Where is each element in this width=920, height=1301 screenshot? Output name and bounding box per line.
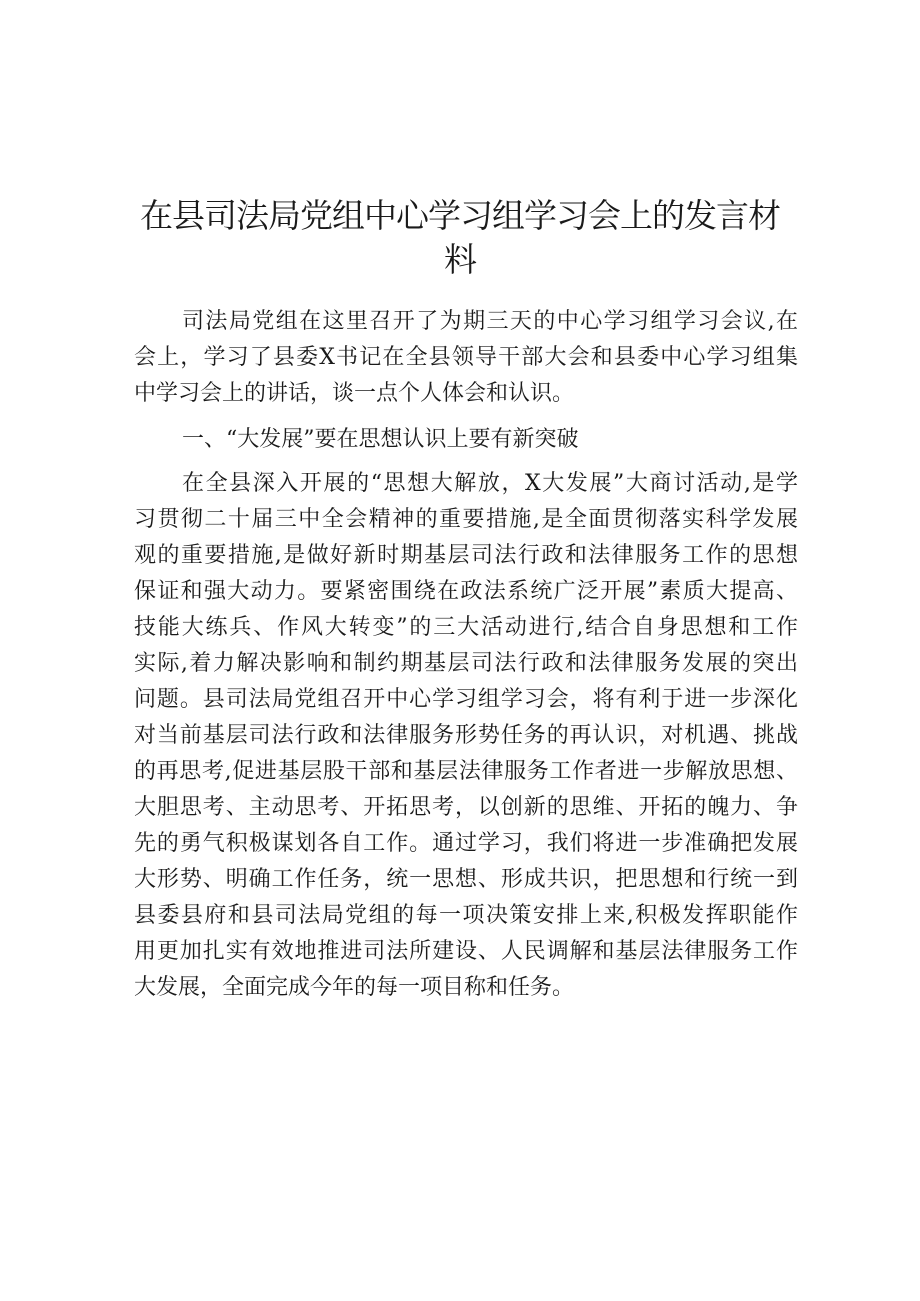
paragraph-line: 用更加扎实有效地推进司法所建设、人民调解和基层法律服务工作 — [134, 939, 798, 964]
paragraph-line: 对当前基层司法行政和法律服务形势任务的再认识，对机遇、挑战 — [134, 723, 798, 748]
body-paragraph — [134, 466, 798, 1006]
paragraph-line: 问题。县司法局党组召开中心学习组学习会，将有利于进一步深化 — [134, 687, 798, 712]
paragraph-line: 在全县深入开展的“思想大解放，X大发展”大商讨活动,是学 — [182, 471, 798, 496]
paragraph-line: 大形势、明确工作任务，统一思想、形成共识，把思想和行统一到 — [134, 867, 798, 892]
paragraph-line: 的再思考,促进基层股干部和基层法律服务工作者进一步解放思想、 — [134, 759, 798, 784]
title-line-2: 料 — [444, 240, 476, 279]
paragraph-line: 技能大练兵、作风大转变”的三大活动进行,结合自身思想和工作 — [134, 615, 798, 640]
paragraph-line: 中学习会上的讲话，谈一点个人体会和认识。 — [134, 381, 575, 406]
paragraph-line: 会上，学习了县委X书记在全县领导干部大会和县委中心学习组集 — [134, 345, 798, 370]
paragraph-line: 县委县府和县司法局党组的每一项决策安排上来,积极发挥职能作 — [134, 903, 798, 928]
paragraph-line: 实际,着力解决影响和制约期基层司法行政和法律服务发展的突出 — [134, 651, 798, 676]
section-heading — [134, 422, 798, 458]
document-body — [134, 304, 798, 1006]
paragraph-line: 先的勇气积极谋划各自工作。通过学习，我们将进一步准确把发展 — [134, 831, 798, 856]
document-title — [138, 194, 782, 282]
paragraph-line: 保证和强大动力。要紧密围绕在政法系统广泛开展”素质大提高、 — [134, 579, 798, 604]
title-line-1: 在县司法局党组中心学习组学习会上的发言材 — [140, 196, 780, 235]
paragraph-line: 习贯彻二十届三中全会精神的重要措施,是全面贯彻落实科学发展 — [134, 507, 798, 532]
paragraph-line: 观的重要措施,是做好新时期基层司法行政和法律服务工作的思想 — [134, 543, 798, 568]
paragraph-line: 司法局党组在这里召开了为期三天的中心学习组学习会议,在 — [182, 309, 798, 334]
paragraph-line: 大胆思考、主动思考、开拓思考，以创新的思维、开拓的魄力、争 — [134, 795, 798, 820]
section-heading-text: 一、“大发展”要在思想认识上要有新突破 — [182, 427, 579, 452]
paragraph-line: 大发展，全面完成今年的每一项目称和任务。 — [134, 975, 575, 1000]
intro-paragraph — [134, 304, 798, 412]
